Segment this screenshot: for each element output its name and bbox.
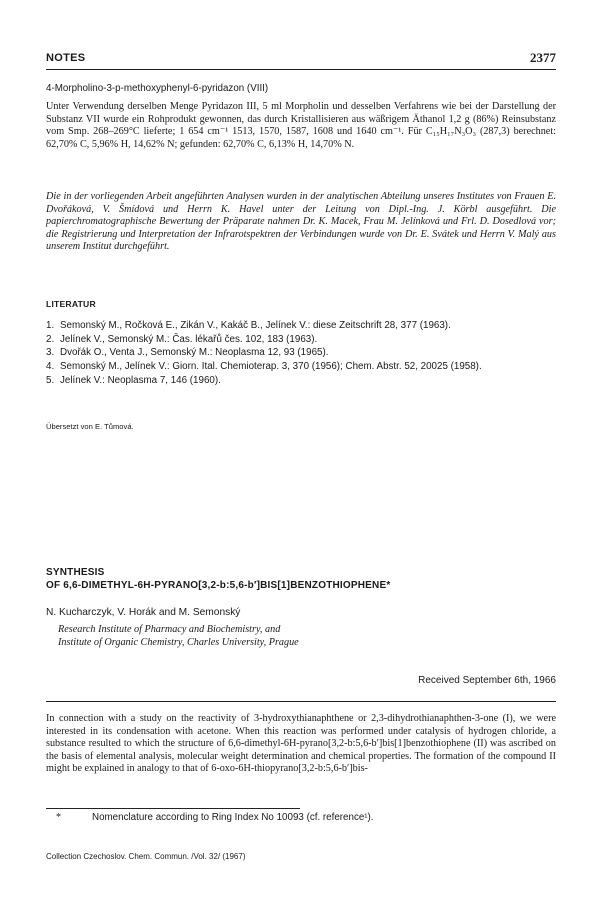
- footnote-mark: *: [56, 812, 61, 823]
- reference-item: 5. Jelínek V.: Neoplasma 7, 146 (1960).: [46, 374, 221, 386]
- translator-note: Übersetzt von E. Tůmová.: [46, 422, 134, 431]
- reference-item: 4. Semonský M., Jelínek V.: Giorn. Ital. Chemioterap. 3, 370 (1956); Chem. Abstr. 52, 20025 (1958).: [46, 361, 482, 373]
- collection-line: Collection Czechoslov. Chem. Commun. /Vol. 32/ (1967): [46, 852, 246, 861]
- references-heading: LITERATUR: [46, 299, 96, 309]
- footnote: [46, 812, 556, 826]
- acknowledgement-paragraph: Die in der vorliegenden Arbeit angeführten Analysen wurden in der analytischen Abteilung unseres Institutes von Frauen E. Dvořáková, V. Šmídová und Herrn K. Havel unter der Leitung von Dipl.-Ing. J. Körbl ausgeführt. Die papierchromatographische Bewertung der Präparate nahmen Dr. K. Macek, Frau M. Jelínková und Frl. D. Dosedlová vor; die Registrierung und Interpretation der Infrarotspektren der Verbindungen wurde von Dr. E. Svátek und Herrn V. Malý aus unserem Institut durchgeführt.: [46, 191, 556, 253]
- footnote-text: Nomenclature according to Ring Index No 10093 (cf. reference¹).: [92, 812, 374, 823]
- affiliation-line-2: Institute of Organic Chemistry, Charles University, Prague: [58, 637, 299, 648]
- reference-item: 1. Semonský M., Ročková E., Zikán V., Kakáč B., Jelínek V.: diese Zeitschrift 28, 377 (1963).: [46, 320, 451, 331]
- section-label: NOTES: [46, 52, 86, 64]
- compound-title: 4-Morpholino-3-p-methoxyphenyl-6-pyridazon (VIII): [46, 83, 269, 94]
- running-header: [46, 52, 556, 68]
- header-rule: [46, 69, 556, 70]
- article-title-line-1: SYNTHESIS: [46, 567, 105, 578]
- footnote-rule: [46, 808, 300, 809]
- reference-item: 2. Jelínek V., Semonský M.: Čas. lékařů čes. 102, 183 (1963).: [46, 333, 318, 345]
- reference-item: 3. Dvořák O., Venta J., Semonský M.: Neoplasma 12, 93 (1965).: [46, 347, 329, 359]
- experimental-paragraph: Unter Verwendung derselben Menge Pyridazon III, 5 ml Morpholin und desselben Verfahrens wie bei der Darstellung der Substanz VII wurde ein Rohprodukt gewonnen, das durch Kristallisieren aus wäßrigem Äthanol 1,2 g (86%) Reinsubstanz vom Smp. 268–269°C lieferte; 1 654 cm⁻¹ 1513, 1570, 1587, 1608 und 1640 cm⁻¹. Für C₁₅H₁₇N₃O₃ (287,3) berechnet: 62,70% C, 5,96% H, 14,62% N; gefunden: 62,70% C, 6,13% H, 14,70% N.: [46, 101, 556, 150]
- article-title-line-2: OF 6,6-DIMETHYL-6H-PYRANO[3,2-b:5,6-b′]BIS[1]BENZOTHIOPHENE*: [46, 580, 391, 591]
- article-body: In connection with a study on the reactivity of 3-hydroxythianaphthene or 2,3-dihydrothianaphthen-3-one (I), we were interested in its condensation with acetone. When this reaction was performed under catalysis of hydrogen chloride, a substance resulted to which the structure of 6,6-dimethyl-6H-pyrano[3,2-b:5,6-b′]bis[1]benzothiophene (II) was ascribed on the basis of elemental analysis, molecular weight determination and chemical properties. The formation of the compound II might be explained in analogy to that of 6-oxo-6H-thiopyrano[3,2-b:5,6-b′]bis-: [46, 713, 556, 775]
- article-authors: N. Kucharczyk, V. Horák and M. Semonský: [46, 607, 241, 618]
- article-rule: [46, 701, 556, 702]
- received-date: Received September 6th, 1966: [418, 675, 556, 686]
- article-title: [46, 566, 556, 592]
- references-list: [46, 320, 556, 389]
- affiliation-line-1: Research Institute of Pharmacy and Biochemistry, and: [58, 624, 281, 635]
- article-affiliation: [46, 623, 556, 649]
- page-number: 2377: [530, 50, 556, 65]
